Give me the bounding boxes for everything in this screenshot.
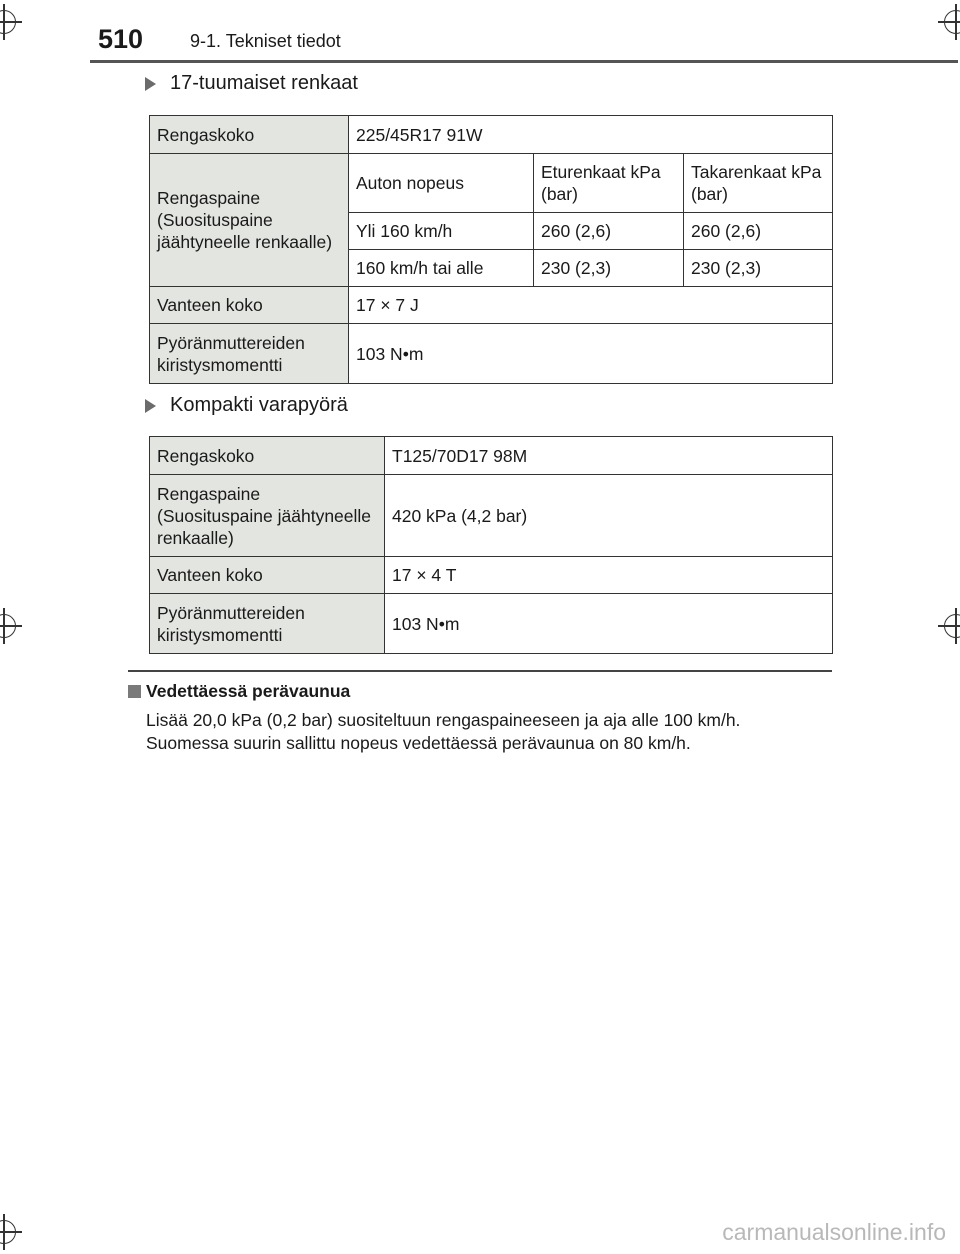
row-value: 17 × 7 J [349, 287, 833, 324]
crop-mark-icon [0, 608, 22, 644]
crop-mark-icon [938, 4, 960, 40]
table-row [150, 594, 833, 654]
crop-mark-icon [0, 1214, 22, 1250]
watermark: carmanualsonline.info [722, 1219, 946, 1245]
table-cell: 230 (2,3) [534, 250, 684, 287]
page-number: 510 [98, 24, 144, 54]
column-header: Auton nopeus [349, 154, 534, 213]
row-value: 420 kPa (4,2 bar) [385, 475, 833, 557]
section-heading-17-inch [145, 72, 358, 95]
header-rule [90, 60, 958, 63]
note-line: Lisää 20,0 kPa (0,2 bar) suositeltuun rengaspaineeseen ja aja alle 100 km/h. [146, 710, 741, 730]
triangle-bullet-icon [145, 399, 156, 413]
row-label: Pyöränmuttereiden kiristysmomentti [150, 594, 385, 654]
table-row [150, 116, 833, 154]
row-value: 103 N•m [385, 594, 833, 654]
table-row [150, 437, 833, 475]
column-header: Takarenkaat kPa (bar) [684, 154, 833, 213]
table-cell: Yli 160 km/h [349, 213, 534, 250]
crop-mark-icon [938, 608, 960, 644]
table-row [150, 154, 833, 213]
table-row [150, 557, 833, 594]
square-bullet-icon [128, 685, 141, 698]
spec-table-compact-spare [149, 436, 833, 654]
row-label: Vanteen koko [150, 287, 349, 324]
triangle-bullet-icon [145, 77, 156, 91]
row-label: Rengaskoko [150, 116, 349, 154]
table-row [150, 287, 833, 324]
note-heading [128, 681, 350, 702]
section-divider [128, 670, 832, 672]
table-cell: 260 (2,6) [684, 213, 833, 250]
chapter-title: 9-1. Tekniset tiedot [190, 31, 341, 51]
row-label: Rengaspaine (Suosituspaine jäähtyneelle renkaalle) [150, 475, 385, 557]
section-title: Kompakti varapyörä [170, 394, 348, 416]
note-heading-text: Vedettäessä perävaunua [146, 681, 351, 701]
spec-table-17-inch [149, 115, 833, 384]
note-text [146, 709, 740, 755]
row-label: Rengaspaine (Suosituspaine jäähtyneelle renkaalle) [150, 154, 349, 287]
table-row [150, 475, 833, 557]
table-cell: 230 (2,3) [684, 250, 833, 287]
table-cell: 260 (2,6) [534, 213, 684, 250]
row-value: T125/70D17 98M [385, 437, 833, 475]
section-title: 17-tuumaiset renkaat [170, 72, 358, 94]
crop-mark-icon [0, 4, 22, 40]
row-label: Pyöränmuttereiden kiristysmomentti [150, 324, 349, 384]
row-label: Rengaskoko [150, 437, 385, 475]
table-cell: 160 km/h tai alle [349, 250, 534, 287]
row-value: 103 N•m [349, 324, 833, 384]
row-value: 17 × 4 T [385, 557, 833, 594]
row-label: Vanteen koko [150, 557, 385, 594]
row-value: 225/45R17 91W [349, 116, 833, 154]
table-row [150, 324, 833, 384]
column-header: Eturenkaat kPa (bar) [534, 154, 684, 213]
section-heading-compact-spare [145, 394, 348, 417]
note-line: Suomessa suurin sallittu nopeus vedettäessä perävaunua on 80 km/h. [146, 733, 691, 753]
